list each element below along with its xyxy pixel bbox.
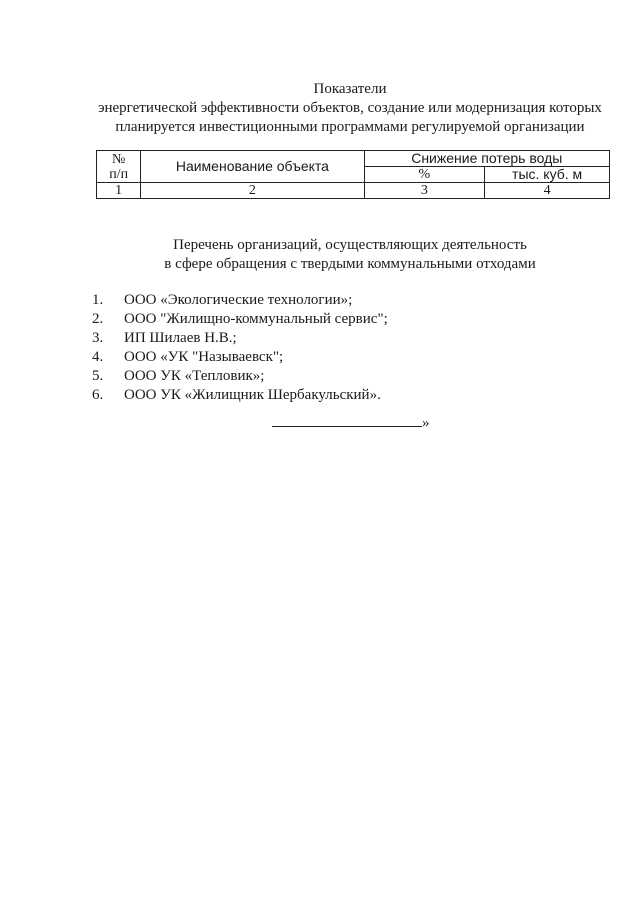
title-line-2: энергетической эффективности объектов, создание или модернизация которых xyxy=(98,100,602,116)
header-number-symbol: № xyxy=(111,151,126,167)
list-item xyxy=(92,348,388,367)
header-thousand-cubic-m: тыс. куб. м xyxy=(485,167,610,183)
closing-signature-line xyxy=(272,412,430,433)
header-water-loss-group: Снижение потерь воды xyxy=(364,151,609,167)
table-cell: 4 xyxy=(485,183,610,199)
list-item-text: ООО «УК "Называевск"; xyxy=(124,349,284,365)
list-item-number: 4. xyxy=(92,349,104,365)
list-item xyxy=(92,386,388,405)
list-item-text: ООО «Экологические технологии»; xyxy=(124,292,353,308)
table-cell: 1 xyxy=(97,183,141,199)
header-percent: % xyxy=(364,167,485,183)
signature-underline xyxy=(272,412,422,427)
list-item-text: ООО УК «Тепловик»; xyxy=(124,368,265,384)
list-item-number: 6. xyxy=(92,387,104,403)
list-item-number: 5. xyxy=(92,368,104,384)
section-title-line-2: в сфере обращения с твердыми коммунальными отходами xyxy=(164,256,536,272)
header-number-cell xyxy=(97,151,141,183)
table-cell: 3 xyxy=(364,183,485,199)
list-item-number: 1. xyxy=(92,292,104,308)
closing-quote-mark: » xyxy=(422,415,430,431)
list-item xyxy=(92,291,388,310)
list-item xyxy=(92,367,388,386)
table-header-row-1 xyxy=(97,151,610,167)
table-cell: 2 xyxy=(141,183,364,199)
list-item-number: 3. xyxy=(92,330,104,346)
document-title xyxy=(80,80,620,137)
list-item xyxy=(92,329,388,348)
title-line-1: Показатели xyxy=(313,81,387,97)
table-numbering-row xyxy=(97,183,610,199)
efficiency-table xyxy=(96,150,610,199)
list-item-text: ИП Шилаев Н.В.; xyxy=(124,330,237,346)
section-title-line-1: Перечень организаций, осуществляющих деятельность xyxy=(173,237,527,253)
list-item-text: ООО УК «Жилищник Шербакульский». xyxy=(124,387,381,403)
header-object-name: Наименование объекта xyxy=(141,151,364,183)
organizations-list xyxy=(92,291,388,405)
list-item-text: ООО "Жилищно-коммунальный сервис"; xyxy=(124,311,388,327)
header-number-abbrev: п/п xyxy=(109,166,129,182)
list-item xyxy=(92,310,388,329)
list-item-number: 2. xyxy=(92,311,104,327)
title-line-3: планируется инвестиционными программами регулируемой организации xyxy=(115,119,585,135)
section-title xyxy=(80,236,620,274)
